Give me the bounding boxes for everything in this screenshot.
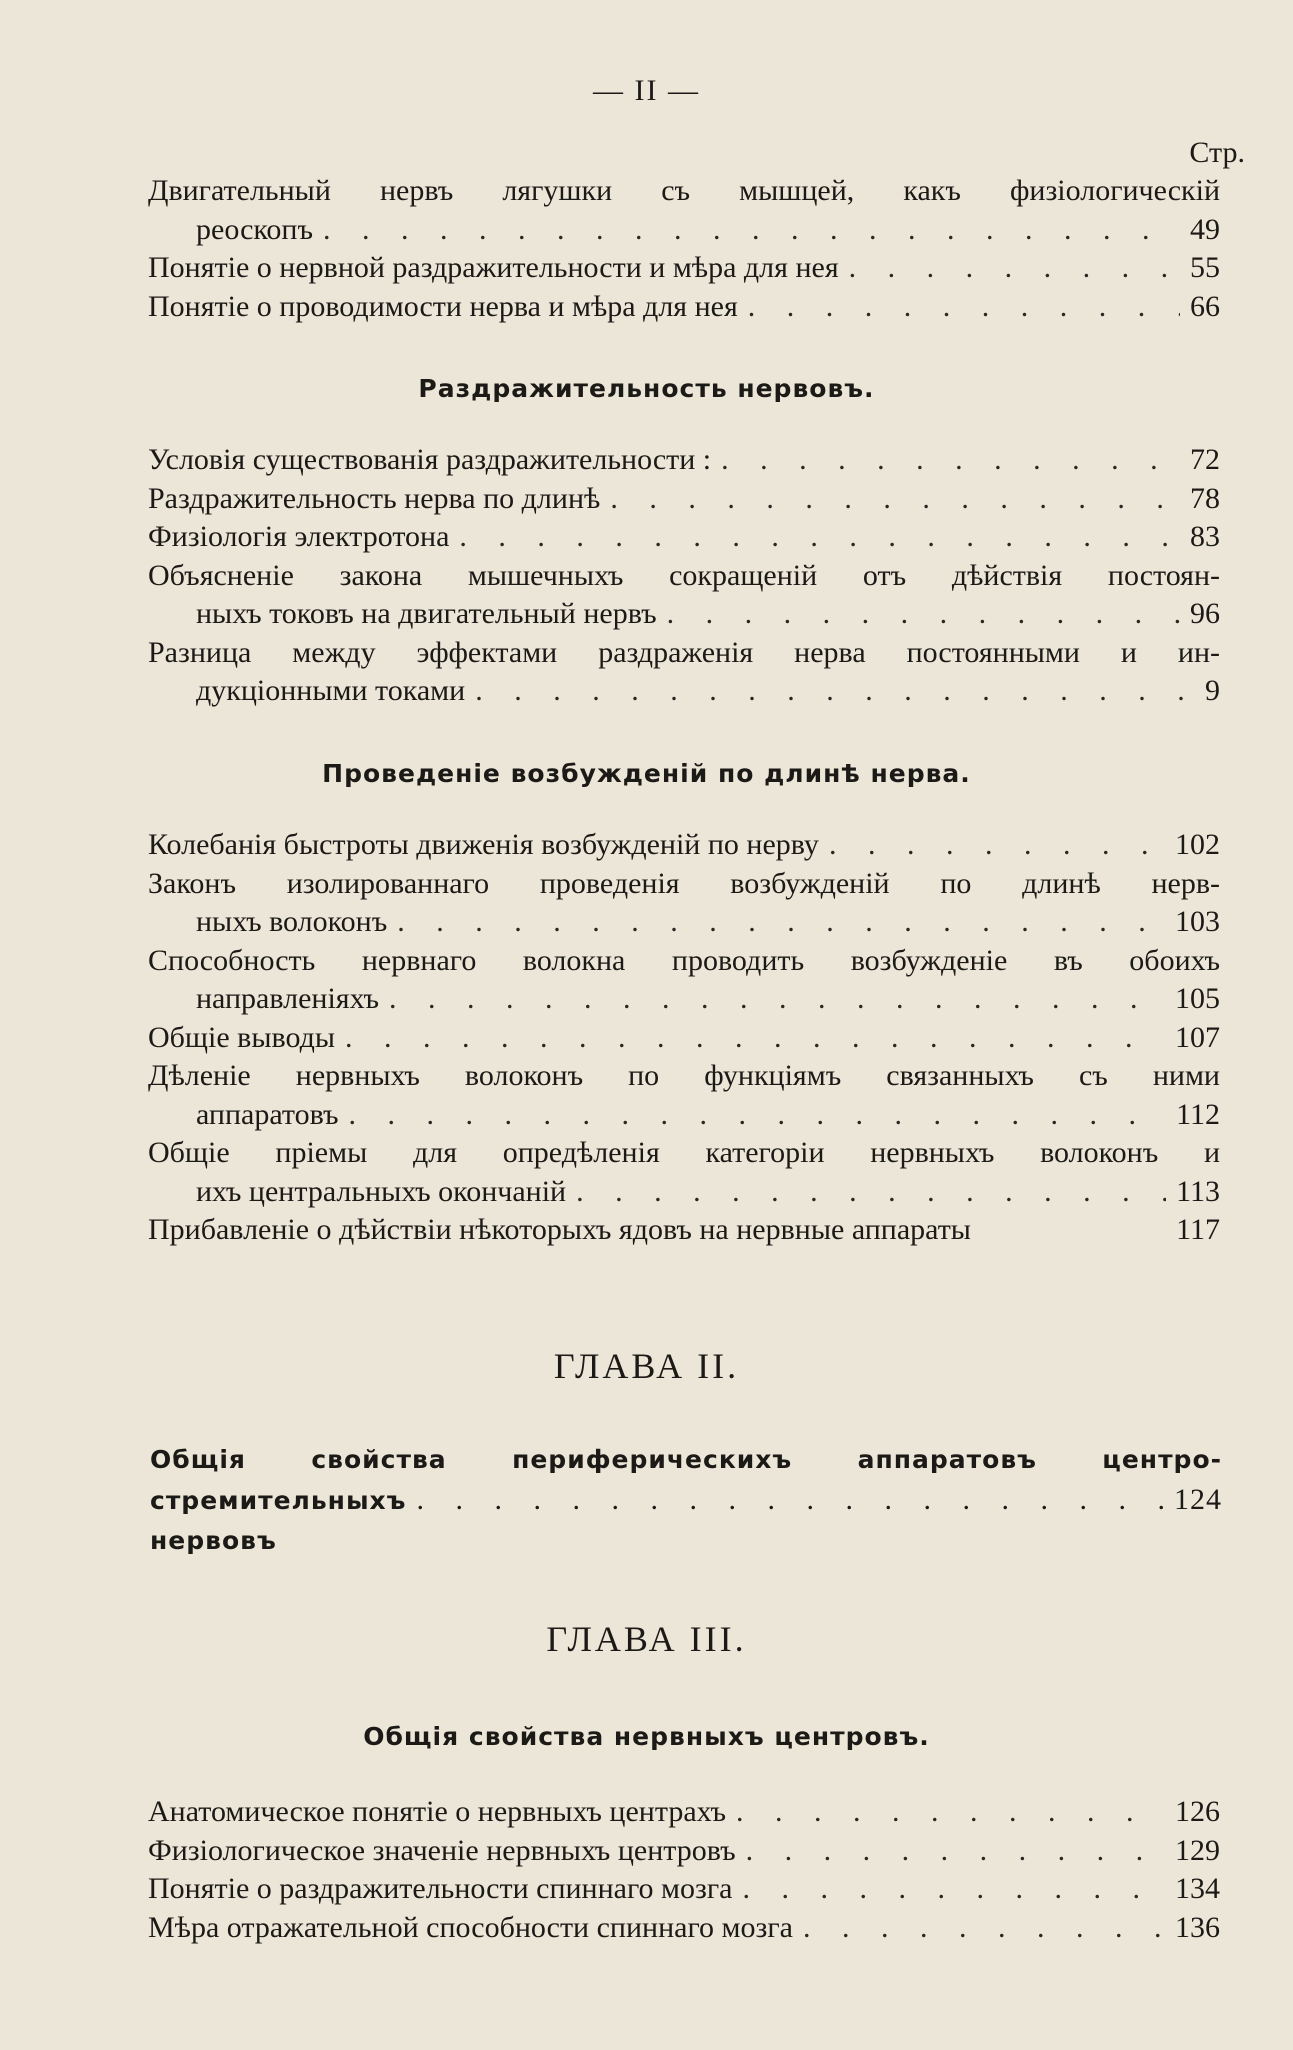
page-folio: — II — xyxy=(593,74,700,107)
toc-group-2 xyxy=(148,441,1220,711)
entry-title: Понятіе о нервной раздражительности и мѣра для нея xyxy=(148,251,839,284)
page-number: 124 xyxy=(1174,1483,1222,1516)
entry-last-line xyxy=(148,1211,1220,1250)
page-number: 9 xyxy=(1205,674,1220,707)
toc-entry xyxy=(148,1793,1220,1832)
entry-title: Колебанія быстроты движенія возбужденій по нерву xyxy=(148,828,819,861)
entry-title: Понятіе о проводимости нерва и мѣра для нея xyxy=(148,289,738,323)
page-number: 96 xyxy=(1190,597,1220,630)
toc-entry xyxy=(148,865,1220,942)
entry-title: реоскопъ xyxy=(196,212,313,246)
page-number: 129 xyxy=(1175,1833,1220,1867)
entry-line-1: Объясненіе закона мышечныхъ сокращеній отъ дѣйствія постоян- xyxy=(148,558,1220,592)
entry-line-1: Дѣленіе нервныхъ волоконъ по функціямъ связанныхъ съ ними xyxy=(148,1059,1220,1092)
toc-entry xyxy=(148,1211,1220,1250)
toc-group-3 xyxy=(148,826,1220,1250)
toc-entry xyxy=(148,634,1220,711)
entry-title: Общіе выводы xyxy=(148,1020,336,1054)
entry-title: ихъ центральныхъ окончаній xyxy=(196,1174,567,1208)
toc-entry-chapter-2 xyxy=(150,1440,1222,1561)
page-number: 136 xyxy=(1175,1910,1220,1944)
page-number: 113 xyxy=(1176,1174,1220,1208)
page-number: 78 xyxy=(1190,481,1220,515)
entry-title: ныхъ волоконъ xyxy=(196,905,388,938)
entry-title: ныхъ токовъ на двигательный нервъ xyxy=(196,597,657,630)
leader-dots xyxy=(459,518,1180,557)
section-heading-centres: Общія свойства нервныхъ центровъ. xyxy=(363,1722,930,1751)
page-number: 126 xyxy=(1175,1795,1220,1828)
toc-entry xyxy=(148,441,1220,480)
toc-entry xyxy=(148,518,1220,557)
leader-dots xyxy=(397,903,1165,942)
toc-entry xyxy=(148,288,1220,327)
entry-title: Мѣра отражательной способности спиннаго мозга xyxy=(148,1910,793,1944)
entry-title: Понятіе о раздражительности спиннаго мозга xyxy=(148,1872,733,1905)
entry-line-1: Общія свойства периферическихъ аппаратовъ центро- xyxy=(150,1445,1222,1474)
toc-entry xyxy=(148,480,1220,519)
entry-title: стремительныхъ нервовъ xyxy=(150,1486,407,1555)
page-number: 49 xyxy=(1190,212,1220,246)
toc-group-4 xyxy=(148,1793,1220,1947)
page-number: 83 xyxy=(1190,520,1220,553)
chapter-heading-3: ГЛАВА III. xyxy=(546,1619,747,1659)
entry-line-1: Законъ изолированнаго проведенія возбужденій по длинѣ нерв- xyxy=(148,866,1220,900)
page-number: 107 xyxy=(1175,1020,1220,1054)
leader-dots xyxy=(849,249,1180,288)
entry-title: Раздражительность нерва по длинѣ xyxy=(148,481,601,515)
leader-dots xyxy=(389,980,1165,1019)
leader-dots xyxy=(475,672,1184,711)
toc-entry xyxy=(148,172,1220,249)
section-heading-irritability: Раздражительность нервовъ. xyxy=(418,374,875,403)
page-number: 66 xyxy=(1190,289,1220,323)
toc-entry xyxy=(148,249,1220,288)
entry-last-line xyxy=(148,1832,1220,1871)
toc-entry xyxy=(148,1832,1220,1871)
entry-last-line xyxy=(148,826,1220,865)
chapter-heading-2: ГЛАВА II. xyxy=(553,1346,740,1386)
leader-dots xyxy=(829,826,1165,865)
entry-last-line xyxy=(148,288,1220,327)
leader-dots xyxy=(748,288,1180,327)
section-heading-conduction: Проведеніе возбужденій по длинѣ нерва. xyxy=(322,759,971,788)
entry-last-line xyxy=(148,1173,1220,1212)
toc-entry xyxy=(148,1134,1220,1211)
entry-title: Физіологія электротона xyxy=(148,520,450,553)
leader-dots xyxy=(416,1480,1164,1520)
entry-last-line xyxy=(148,980,1220,1019)
entry-last-line xyxy=(148,1019,1220,1058)
page-number: 112 xyxy=(1176,1097,1220,1131)
entry-title: направленіяхъ xyxy=(196,982,379,1015)
page-number: 72 xyxy=(1190,443,1220,476)
entry-title: Прибавленіе о дѣйствіи нѣкоторыхъ ядовъ на нервные аппараты xyxy=(148,1213,971,1246)
entry-last-line xyxy=(148,1096,1220,1135)
page-number: 117 xyxy=(1176,1213,1220,1246)
entry-last-line xyxy=(148,1793,1220,1832)
entry-last-line xyxy=(148,595,1220,634)
leader-dots xyxy=(345,1019,1165,1058)
entry-last-line xyxy=(148,672,1220,711)
toc-entry xyxy=(148,1870,1220,1909)
entry-last-line xyxy=(148,903,1220,942)
entry-line-1: Общіе пріемы для опредѣленія категоріи нервныхъ волоконъ и xyxy=(148,1136,1220,1169)
page-number: 55 xyxy=(1190,251,1220,284)
leader-dots xyxy=(803,1909,1165,1948)
toc-group-1 xyxy=(148,172,1220,326)
entry-last-line xyxy=(148,249,1220,288)
entry-last-line xyxy=(148,441,1220,480)
page-number: 105 xyxy=(1175,982,1220,1015)
entry-title: Условія существованія раздражительности : xyxy=(148,443,712,476)
page-number: 102 xyxy=(1175,828,1220,861)
leader-dots xyxy=(746,1832,1165,1871)
entry-line-1: Способность нервнаго волокна проводить возбужденіе въ обоихъ xyxy=(148,943,1220,977)
entry-last-line xyxy=(148,211,1220,250)
leader-dots xyxy=(349,1096,1167,1135)
leader-dots xyxy=(743,1870,1166,1909)
toc-entry xyxy=(148,557,1220,634)
page-column-label: Стр. xyxy=(1189,136,1245,169)
page-number: 103 xyxy=(1175,905,1220,938)
entry-last-line xyxy=(148,1909,1220,1948)
entry-last-line xyxy=(150,1480,1222,1561)
entry-line-1: Разница между эффектами раздраженія нерва постоянными и ин- xyxy=(148,635,1220,669)
page-number: 134 xyxy=(1175,1872,1220,1905)
leader-dots xyxy=(721,441,1180,480)
entry-title: Физіологическое значеніе нервныхъ центровъ xyxy=(148,1833,736,1867)
entry-title: аппаратовъ xyxy=(196,1097,339,1131)
leader-dots xyxy=(576,1173,1166,1212)
toc-entry xyxy=(148,942,1220,1019)
entry-title: дукціонными токами xyxy=(196,674,466,707)
entry-line-1: Двигательный нервъ лягушки съ мышцей, какъ физіологическій xyxy=(148,174,1220,207)
leader-dots xyxy=(323,211,1178,250)
leader-dots xyxy=(610,480,1180,519)
leader-dots xyxy=(736,1793,1165,1832)
entry-last-line xyxy=(148,480,1220,519)
entry-last-line xyxy=(148,518,1220,557)
entry-last-line xyxy=(148,1870,1220,1909)
entry-title: Анатомическое понятіе о нервныхъ центрахъ xyxy=(148,1795,727,1828)
toc-entry xyxy=(148,1019,1220,1058)
toc-entry xyxy=(148,1909,1220,1948)
leader-dots xyxy=(667,595,1180,634)
toc-entry xyxy=(148,1057,1220,1134)
toc-entry xyxy=(148,826,1220,865)
